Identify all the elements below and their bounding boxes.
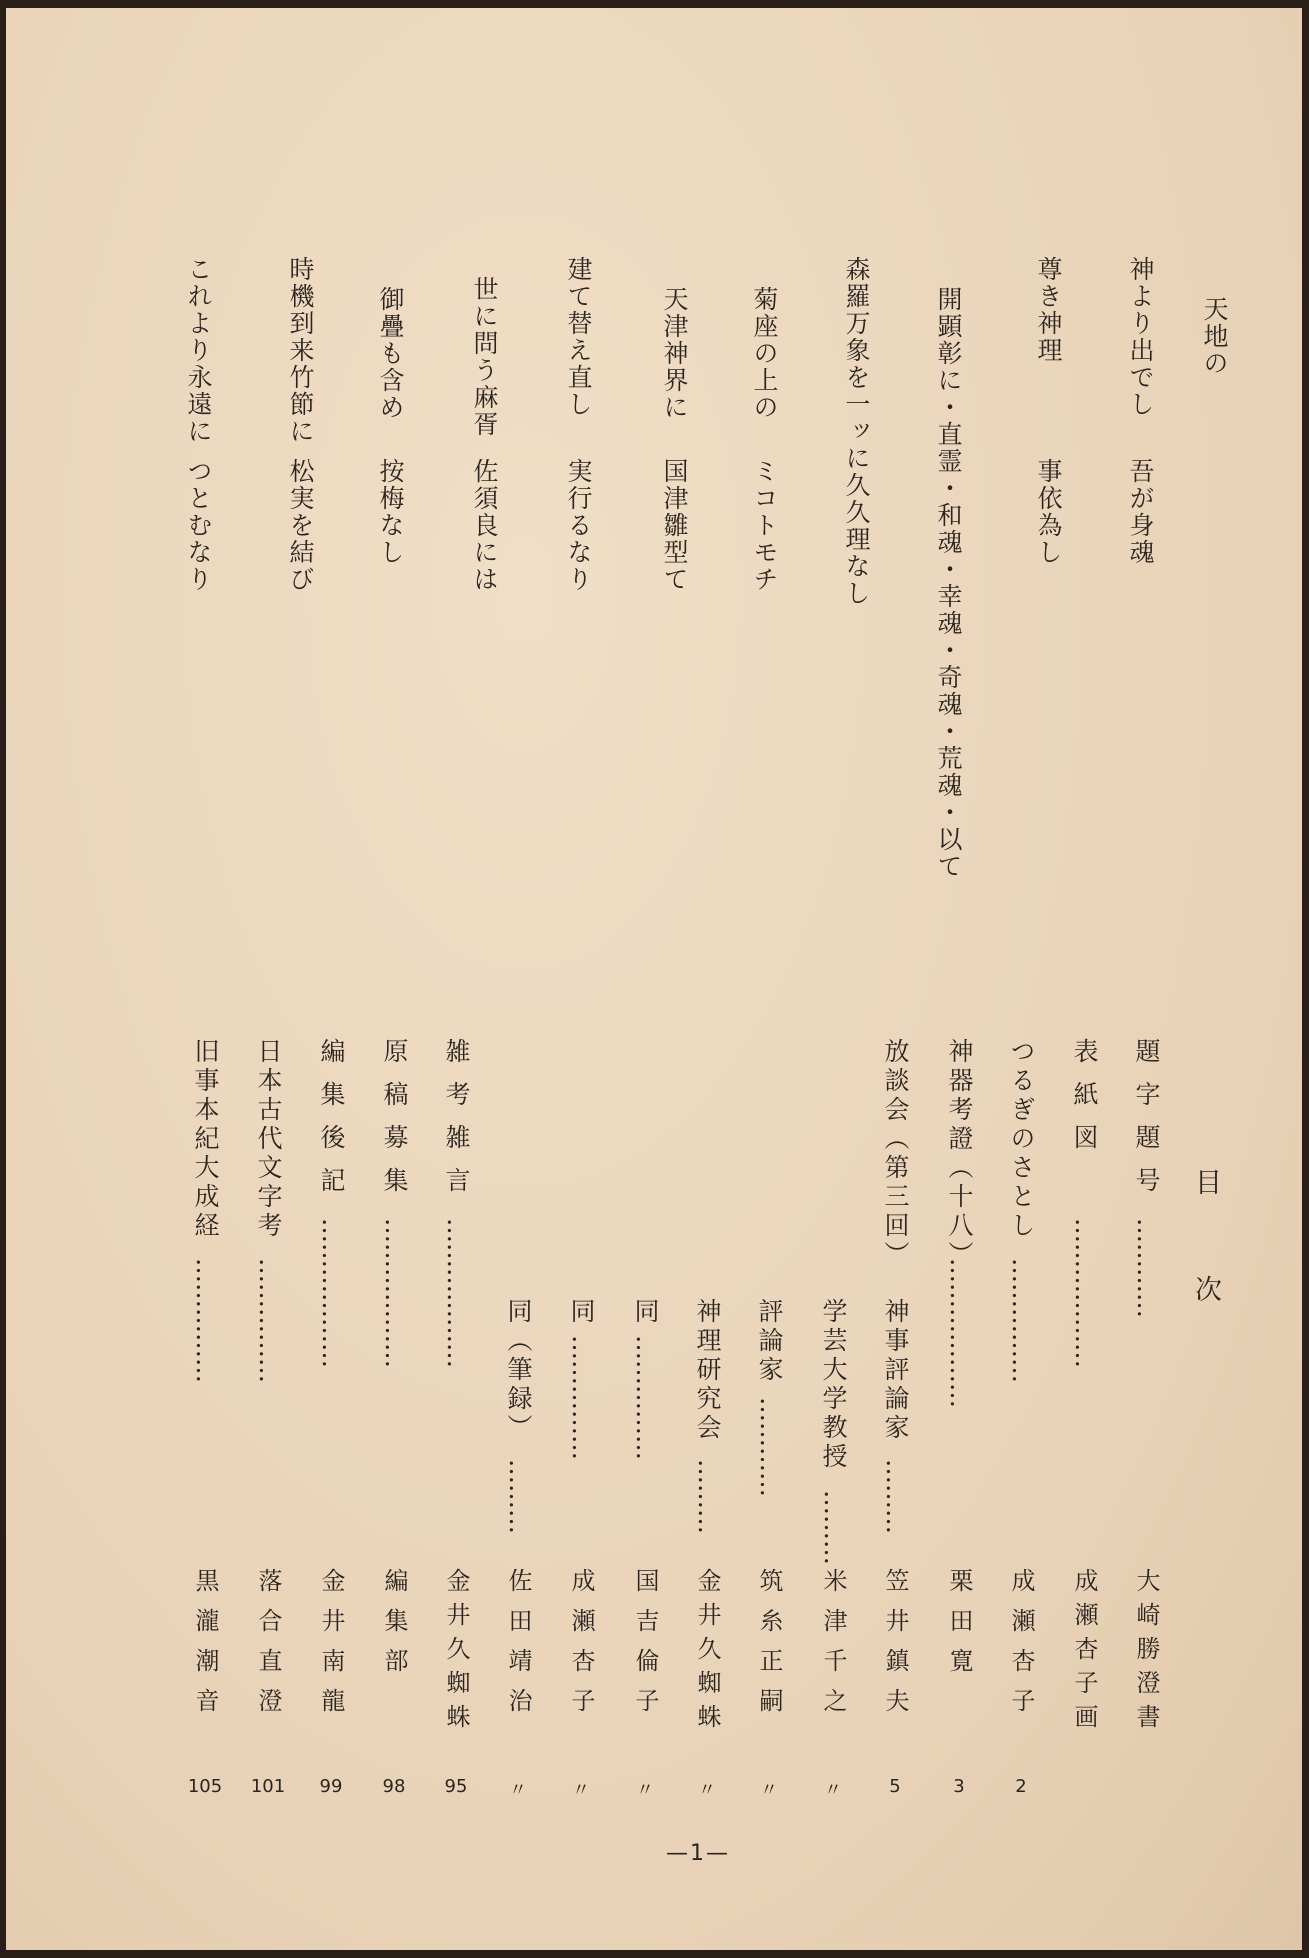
toc-entry-page: 3	[953, 1776, 965, 1797]
poem-line: 森羅万象を一ッに久久理なし	[842, 256, 871, 607]
toc-entry-author: 金井久蜘蛛	[442, 1568, 470, 1738]
toc-leader-dots: ……………	[567, 1335, 596, 1460]
toc-entry-title: つるぎのさとし	[1007, 1038, 1036, 1241]
toc-entry-author: 笠井鎮夫	[881, 1568, 909, 1728]
toc-entry-page: 〃	[698, 1780, 716, 1801]
toc-entry-author: 筑糸正嗣	[755, 1568, 783, 1728]
toc-leader-dots: ……………	[191, 1258, 220, 1383]
toc-entry-author: 金井南龍	[317, 1568, 345, 1728]
poem-line-lower: ミコトモチ	[750, 458, 779, 593]
toc-entry-page: 98	[382, 1776, 406, 1797]
toc-leader-dots: ……………	[254, 1258, 283, 1383]
toc-entry-title: 雑考雑言	[442, 1038, 471, 1210]
toc-entry-affiliation: 神事評論家	[881, 1298, 910, 1443]
toc-entry-affiliation: 同	[631, 1298, 660, 1327]
toc-leader-dots: ……………	[1007, 1258, 1036, 1383]
poem-line: 時機到来竹節に	[286, 256, 315, 445]
toc-entry-page: 〃	[824, 1780, 842, 1801]
toc-entry-author: 成瀬杏子画	[1070, 1568, 1098, 1738]
toc-leader-dots: …………	[755, 1397, 784, 1497]
toc-entry-author: 国吉倫子	[631, 1568, 659, 1728]
toc-entry-author: 編集部	[380, 1568, 408, 1688]
toc-entry-author: 米津千之	[819, 1568, 847, 1728]
book-page	[6, 8, 1302, 1950]
toc-leader-dots: ………………	[317, 1218, 346, 1368]
toc-entry-page: 101	[250, 1776, 286, 1797]
toc-entry-page: 105	[187, 1776, 223, 1797]
toc-entry-title: 編集後記	[317, 1038, 346, 1210]
toc-entry-title: 放談会（第三回）	[881, 1038, 910, 1270]
toc-entry-title: 表紙図	[1070, 1038, 1099, 1167]
toc-entry-affiliation: 同	[567, 1298, 596, 1327]
toc-leader-dots: ………………	[945, 1258, 974, 1408]
toc-leader-dots: ………	[693, 1459, 722, 1534]
toc-entry-affiliation: 評論家	[755, 1298, 784, 1385]
poem-line: 神より出でし	[1126, 256, 1155, 418]
poem-line-lower: 佐須良には	[470, 458, 499, 593]
poem-line-lower: 吾が身魂	[1126, 458, 1155, 566]
toc-entry-page: 〃	[636, 1780, 654, 1801]
toc-entry-page: 〃	[760, 1780, 778, 1801]
poem-line: 世に問う麻胥	[470, 276, 499, 438]
poem-line-lower: 実行るなり	[564, 458, 593, 593]
page-number: —1—	[666, 1841, 730, 1866]
toc-leader-dots: …………	[1132, 1218, 1161, 1318]
toc-entry-page: 〃	[572, 1780, 590, 1801]
toc-entry-page: 2	[1015, 1776, 1027, 1797]
poem-line: 御疊も含め	[376, 286, 405, 421]
toc-entry-affiliation: 学芸大学教授	[819, 1298, 848, 1472]
poem-line-lower: 事依為し	[1034, 458, 1063, 566]
poem-line: 天地の	[1200, 296, 1229, 377]
poem-line-lower: つとむなり	[184, 458, 213, 593]
toc-entry-author: 黒瀧潮音	[191, 1568, 219, 1728]
toc-entry-title: 旧事本紀大成経	[191, 1038, 220, 1241]
toc-entry-title: 神器考證（十八）	[945, 1038, 974, 1270]
toc-entry-title: 題字題号	[1132, 1038, 1161, 1210]
toc-entry-author: 金井久蜘蛛	[693, 1568, 721, 1738]
toc-entry-page: 5	[889, 1776, 901, 1797]
poem-line: 開顕彰に・直霊・和魂・幸魂・奇魂・荒魂・以て	[934, 286, 963, 880]
toc-leader-dots: ………………	[1070, 1218, 1099, 1368]
toc-leader-dots: ………	[819, 1490, 848, 1565]
poem-line-lower: 国津雛型て	[660, 458, 689, 593]
toc-entry-author: 成瀬杏子	[1007, 1568, 1035, 1728]
toc-entry-page: 〃	[509, 1780, 527, 1801]
toc-entry-title: 日本古代文字考	[254, 1038, 283, 1241]
toc-entry-author: 佐田靖治	[504, 1568, 532, 1728]
toc-entry-author: 成瀬杏子	[567, 1568, 595, 1728]
toc-entry-page: 95	[444, 1776, 468, 1797]
toc-entry-author: 大崎勝澄書	[1132, 1568, 1160, 1738]
toc-title: 目次	[1190, 1168, 1221, 1382]
toc-leader-dots: ………………	[442, 1218, 471, 1368]
toc-leader-dots: ……………	[631, 1335, 660, 1460]
toc-entry-author: 落合直澄	[254, 1568, 282, 1728]
toc-leader-dots: ………	[504, 1459, 533, 1534]
poem-line-lower: 松実を結び	[286, 458, 315, 593]
poem-line: 建て替え直し	[564, 256, 593, 418]
poem-line: 尊き神理	[1034, 256, 1063, 364]
toc-leader-dots: ………………	[380, 1218, 409, 1368]
poem-line: 天津神界に	[660, 286, 689, 421]
toc-entry-affiliation: 同（筆録）	[504, 1298, 533, 1443]
poem-line-lower: 按梅なし	[376, 458, 405, 566]
toc-entry-title: 原稿募集	[380, 1038, 409, 1210]
poem-line: 菊座の上の	[750, 286, 779, 421]
toc-leader-dots: ………	[881, 1459, 910, 1534]
toc-entry-author: 栗田寛	[945, 1568, 973, 1688]
toc-entry-affiliation: 神理研究会	[693, 1298, 722, 1443]
toc-entry-page: 99	[319, 1776, 343, 1797]
poem-line: これより永遠に	[184, 256, 213, 445]
